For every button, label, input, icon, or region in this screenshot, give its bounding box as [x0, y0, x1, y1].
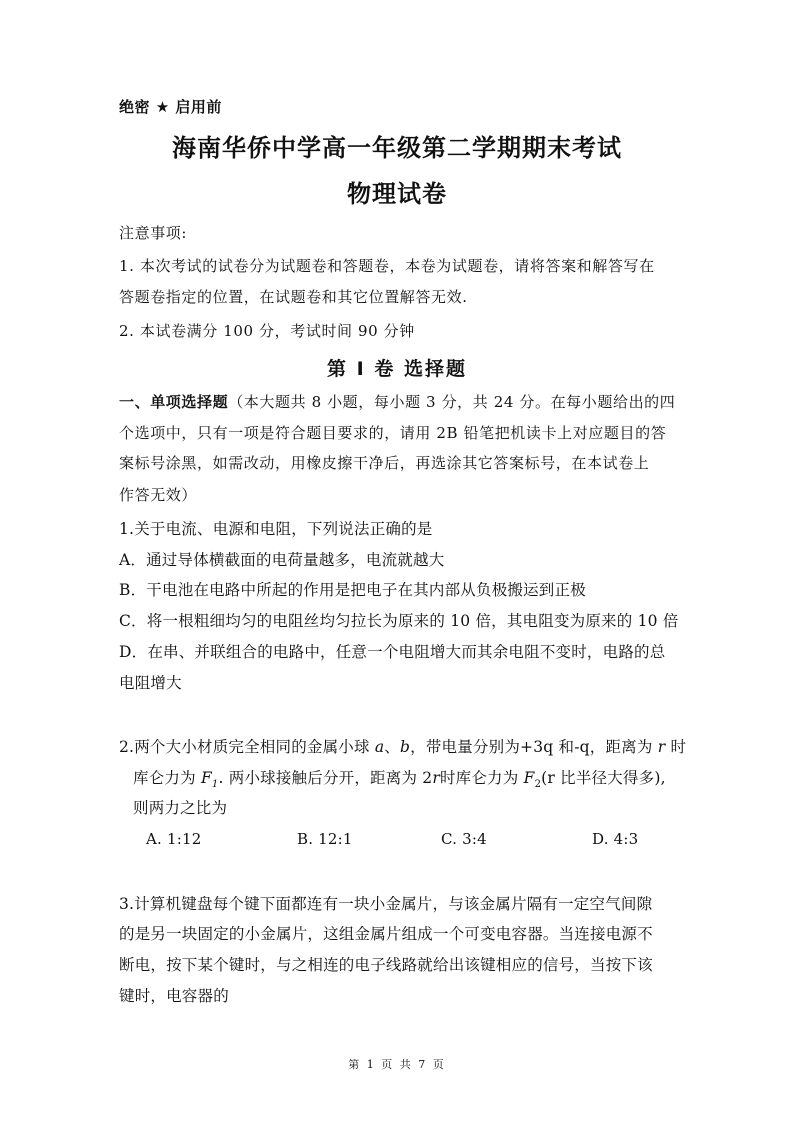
question-3-line-3: 断电，按下某个键时，与之相连的电子线路就给出该键相应的信号，当按下该 — [119, 956, 653, 974]
question-1-option-d-line-1: D．在串、并联组合的电路中，任意一个电阻增大而其余电阻不变时，电路的总 — [119, 643, 666, 661]
question-2-line-2 — [133, 766, 666, 790]
q2-force-f1: F — [200, 769, 212, 787]
question-1-stem: 1.关于电流、电源和电阻，下列说法正确的是 — [119, 520, 433, 538]
q2-text: 库仑力为 — [133, 769, 196, 787]
question-2-option-c: C. 3:4 — [441, 830, 487, 848]
page-footer: 第 1 页 共 7 页 — [348, 1058, 446, 1071]
q2-text: 2.两个大小材质完全相同的金属小球 — [119, 738, 370, 756]
question-2-option-b: B. 12:1 — [297, 830, 353, 848]
q2-force-f2: F — [523, 769, 535, 787]
q2-force-f1-sub: 1 — [211, 779, 219, 791]
q2-sep: 、 — [384, 738, 400, 756]
q2-force-f2-sub: 2 — [534, 779, 542, 791]
question-1-option-a: A．通过导体横截面的电荷量越多，电流就越大 — [119, 551, 445, 569]
part-instructions-line-4: 作答无效） — [119, 486, 198, 504]
part-label: 一、单项选择题 — [119, 393, 229, 411]
q2-text: ，带电量分别为+3q 和-q，距离为 — [410, 738, 653, 756]
question-1-option-d-line-2: 电阻增大 — [119, 674, 182, 692]
question-2-option-a: A. 1:12 — [146, 830, 202, 848]
question-2-line-3: 则两力之比为 — [133, 799, 228, 817]
exam-title: 海南华侨中学高一年级第二学期期末考试 — [172, 134, 622, 162]
q2-distance-r: r — [657, 738, 666, 756]
q2-text: (r 比半径大得多), — [541, 769, 666, 787]
section-title: 第 I 卷 选择题 — [327, 358, 467, 380]
q2-ball-b: b — [400, 738, 411, 756]
confidential-label: 绝密 ★ 启用前 — [119, 98, 222, 116]
part-instructions-text: （本大题共 8 小题，每小题 3 分，共 24 分。在每小题给出的四 — [228, 393, 676, 411]
exam-subtitle: 物理试卷 — [347, 180, 447, 208]
q2-ball-a: a — [374, 738, 385, 756]
part-instructions-line-3: 案标号涂黑，如需改动，用橡皮擦干净后，再选涂其它答案标号，在本试卷上 — [119, 454, 650, 472]
part-instructions-line-1 — [119, 391, 675, 412]
q2-text: 时 — [670, 738, 687, 756]
part-instructions-line-2: 个选项中，只有一项是符合题目要求的，请用 2B 铅笔把机读卡上对应题目的答 — [119, 424, 667, 442]
notice-heading: 注意事项: — [119, 224, 188, 242]
question-2-line-1 — [119, 735, 686, 757]
notice-item-1-line-2: 答题卷指定的位置，在试题卷和其它位置解答无效. — [119, 288, 468, 306]
notice-item-2: 2. 本试卷满分 100 分，考试时间 90 分钟 — [119, 322, 415, 340]
question-1-option-c: C．将一根粗细均匀的电阻丝均匀拉长为原来的 10 倍，其电阻变为原来的 10 倍 — [119, 612, 679, 630]
question-1-option-b: B．干电池在电路中所起的作用是把电子在其内部从负极搬运到正极 — [119, 581, 586, 599]
question-3-line-1: 3.计算机键盘每个键下面都连有一块小金属片，与该金属片隔有一定空气间隙 — [119, 895, 653, 913]
q2-distance-r2: r — [432, 769, 440, 787]
question-3-line-4: 键时，电容器的 — [119, 987, 229, 1005]
notice-item-1-line-1: 1. 本次考试的试卷分为试题卷和答题卷，本卷为试题卷，请将答案和解答写在 — [119, 257, 655, 275]
question-3-line-2: 的是另一块固定的小金属片，这组金属片组成一个可变电容器。当连接电源不 — [119, 925, 653, 943]
q2-text: 时库仑力为 — [439, 769, 519, 787]
q2-text: . 两小球接触后分开，距离为 2 — [218, 769, 433, 787]
question-2-option-d: D. 4:3 — [592, 830, 639, 848]
